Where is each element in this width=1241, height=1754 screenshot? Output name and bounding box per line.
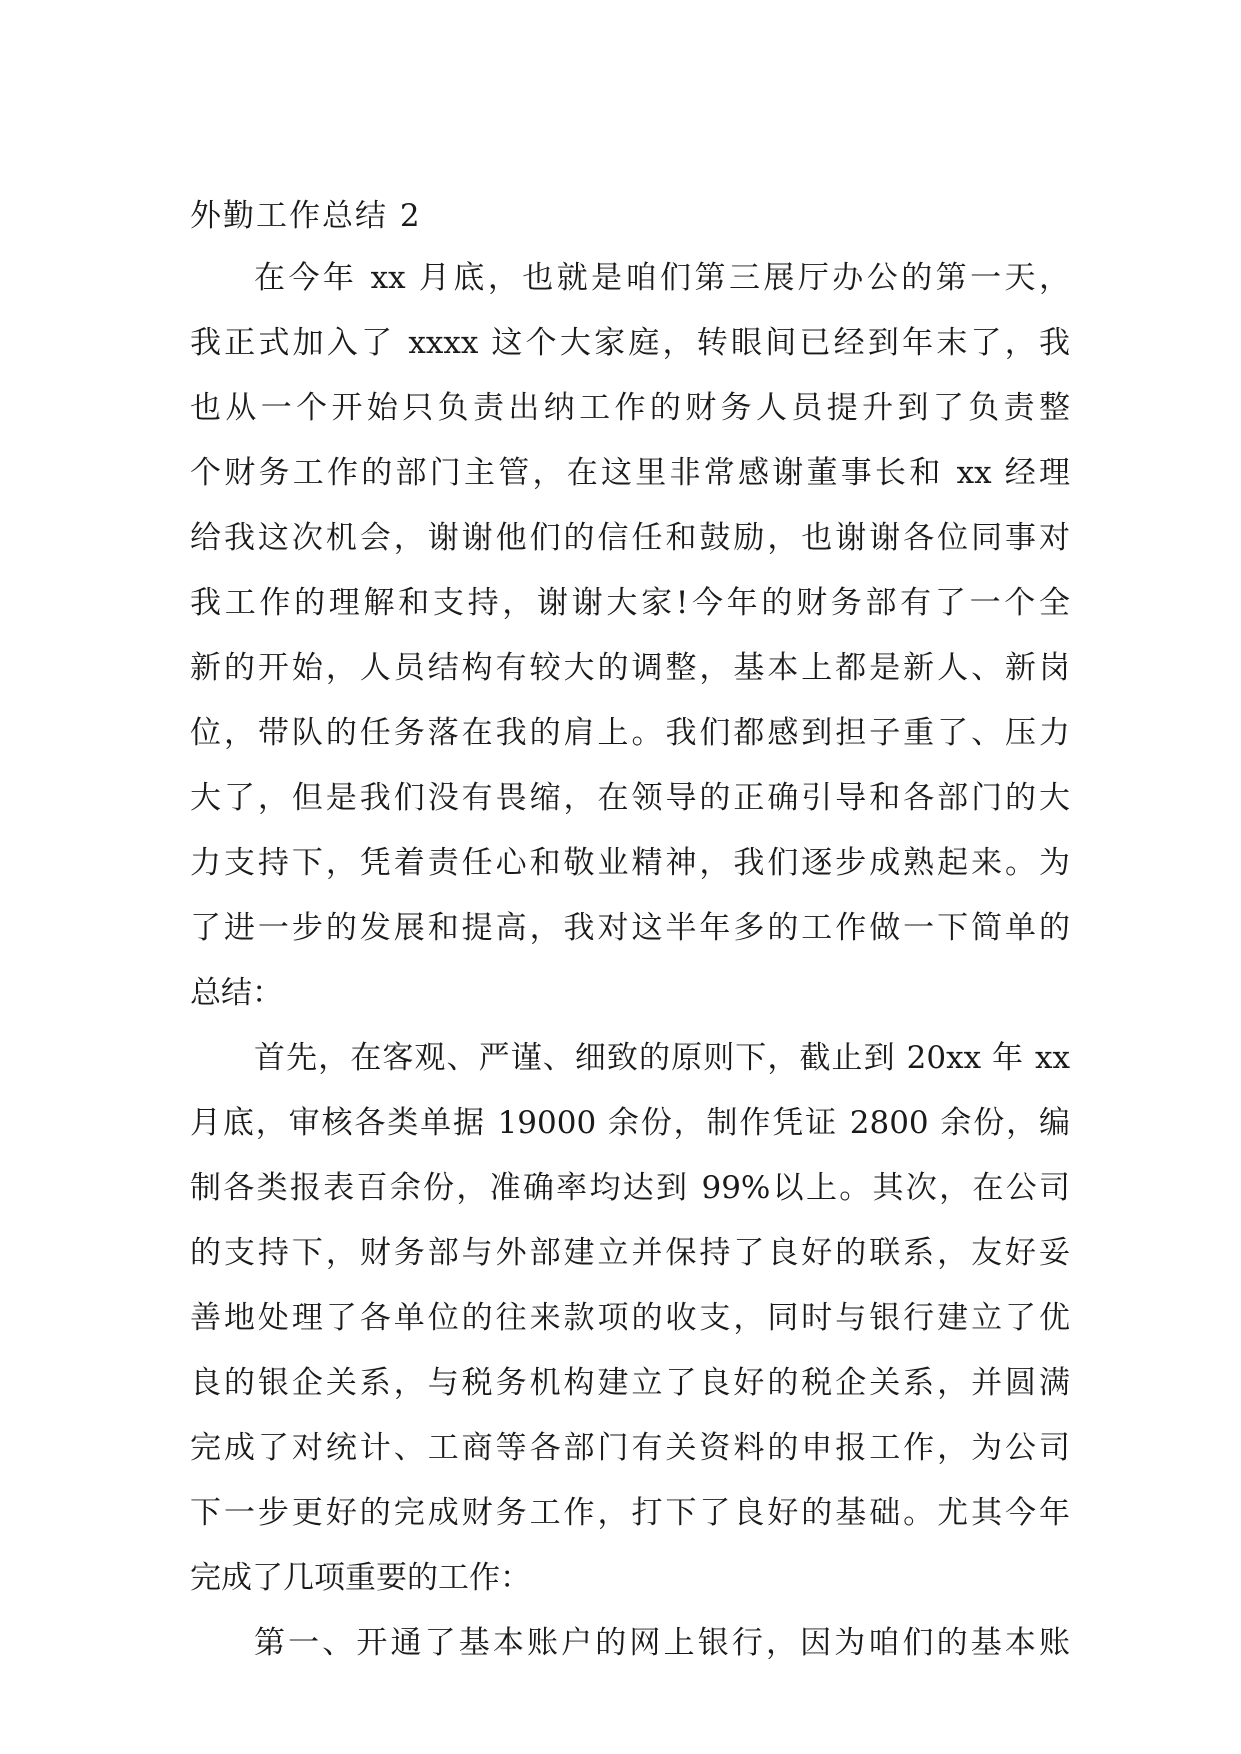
paragraph-line: 了进一步的发展和提高，我对这半年多的工作做一下简单的 (190, 910, 1070, 946)
paragraph-line: 完成了对统计、工商等各部门有关资料的申报工作，为公司 (190, 1430, 1070, 1466)
paragraph-line: 第一、开通了基本账户的网上银行，因为咱们的基本账 (254, 1625, 1070, 1661)
paragraph-line: 制各类报表百余份，准确率均达到 99%以上。其次，在公司 (190, 1170, 1070, 1206)
paragraph-line: 我工作的理解和支持，谢谢大家!今年的财务部有了一个全 (190, 585, 1070, 621)
paragraph-line: 新的开始，人员结构有较大的调整，基本上都是新人、新岗 (190, 650, 1070, 686)
paragraph-line: 个财务工作的部门主管，在这里非常感谢董事长和 xx 经理 (190, 455, 1070, 491)
document-title: 外勤工作总结 2 (190, 198, 422, 234)
paragraph-line: 的支持下，财务部与外部建立并保持了良好的联系，友好妥 (190, 1235, 1070, 1271)
paragraph-line: 总结： (190, 975, 283, 1011)
paragraph-line: 我正式加入了 xxxx 这个大家庭，转眼间已经到年末了，我 (190, 325, 1070, 361)
paragraph-line: 在今年 xx 月底，也就是咱们第三展厅办公的第一天， (254, 260, 1070, 296)
paragraph-line: 善地处理了各单位的往来款项的收支，同时与银行建立了优 (190, 1300, 1070, 1336)
paragraph-line: 完成了几项重要的工作： (190, 1560, 531, 1596)
paragraph-line: 首先，在客观、严谨、细致的原则下，截止到 20xx 年 xx (254, 1040, 1070, 1076)
paragraph-line: 给我这次机会，谢谢他们的信任和鼓励，也谢谢各位同事对 (190, 520, 1070, 556)
document-body (190, 246, 1070, 1676)
paragraph-line: 大了，但是我们没有畏缩，在领导的正确引导和各部门的大 (190, 780, 1070, 816)
paragraph-line: 也从一个开始只负责出纳工作的财务人员提升到了负责整 (190, 390, 1070, 426)
paragraph-line: 月底，审核各类单据 19000 余份，制作凭证 2800 余份，编 (190, 1105, 1070, 1141)
paragraph-line: 下一步更好的完成财务工作，打下了良好的基础。尤其今年 (190, 1495, 1070, 1531)
paragraph-line: 良的银企关系，与税务机构建立了良好的税企关系，并圆满 (190, 1365, 1070, 1401)
paragraph-line: 位，带队的任务落在我的肩上。我们都感到担子重了、压力 (190, 715, 1070, 751)
paragraph-line: 力支持下，凭着责任心和敬业精神，我们逐步成熟起来。为 (190, 845, 1070, 881)
